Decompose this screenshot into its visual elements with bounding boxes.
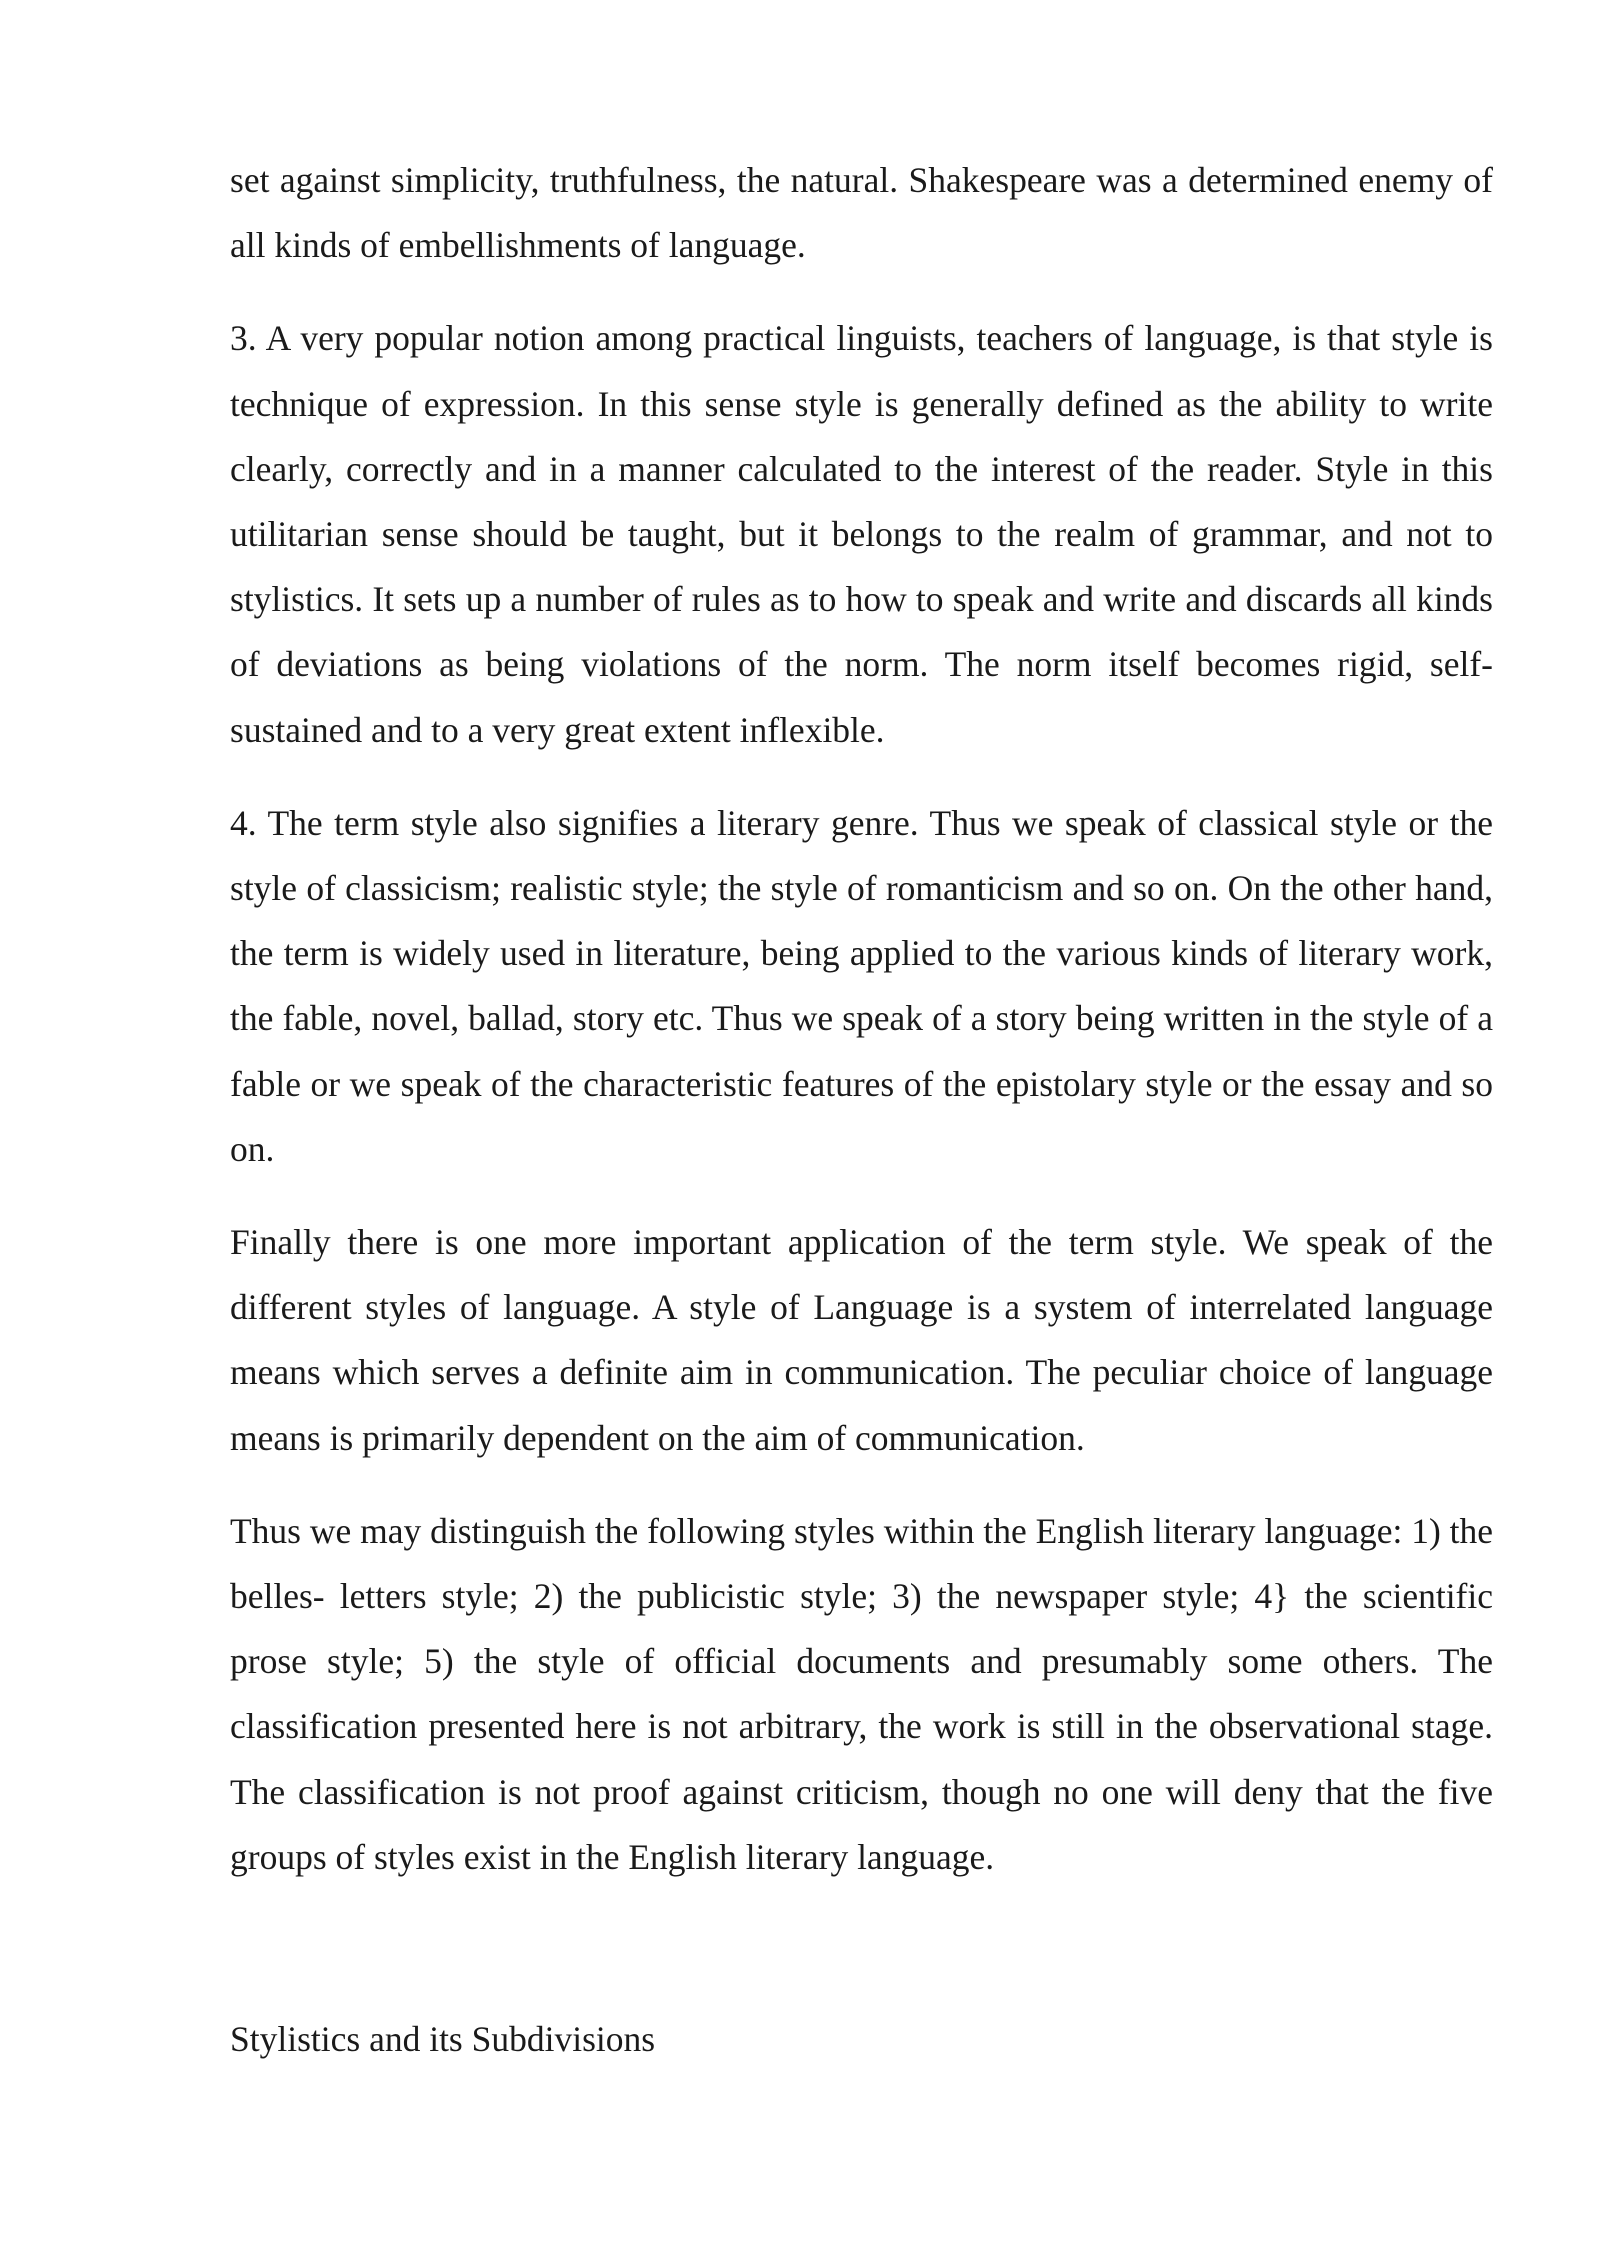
document-body — [230, 148, 1493, 1918]
paragraph-style-as-technique: 3. A very popular notion among practical linguists, teachers of language, is that style is technique of expression. In this sense style is generally defined as the ability to write clearly, correctly and in a manner calculated to the interest of the reader. Style in this utilitarian sense should be taught, but it belongs to the realm of grammar, and not to stylistics. It sets up a number of rules as to how to speak and write and discards all kinds of deviations as being violations of the norm. The norm itself becomes rigid, self-sustained and to a very great extent inflexible. — [230, 318, 1493, 750]
paragraph-shakespeare-continuation: set against simplicity, truthfulness, the natural. Shakespeare was a determined enemy of all kinds of embellishments of language. — [230, 160, 1493, 266]
paragraph-style-as-genre: 4. The term style also signifies a literary genre. Thus we speak of classical style or the style of classicism; realistic style; the style of romanticism and so on. On the other hand, the term is widely used in literature, being applied to the various kinds of literary work, the fable, novel, ballad, story etc. Thus we speak of a story being written in the style of a fable or we speak of the characteristic features of the epistolary style or the essay and so on. — [230, 802, 1493, 1169]
paragraph-styles-of-language: Finally there is one more important application of the term style. We speak of the different styles of language. A style of Language is a system of interrelated language means which serves a definite aim in communication. The peculiar choice of language means is primarily dependent on the aim of communication. — [230, 1222, 1493, 1458]
section-heading: Stylistics and its Subdivisions — [230, 2019, 656, 2059]
paragraph-style-classification: Thus we may distinguish the following styles within the English literary language: 1) the belles- letters style; 2) the publicistic style; 3) the newspaper style; 4} the scientific prose style; 5) the style of official documents and presumably some others. The classification presented here is not arbitrary, the work is still in the observational stage. The classification is not proof against criticism, though no one will deny that the five groups of styles exist in the English literary language. — [230, 1510, 1494, 1877]
